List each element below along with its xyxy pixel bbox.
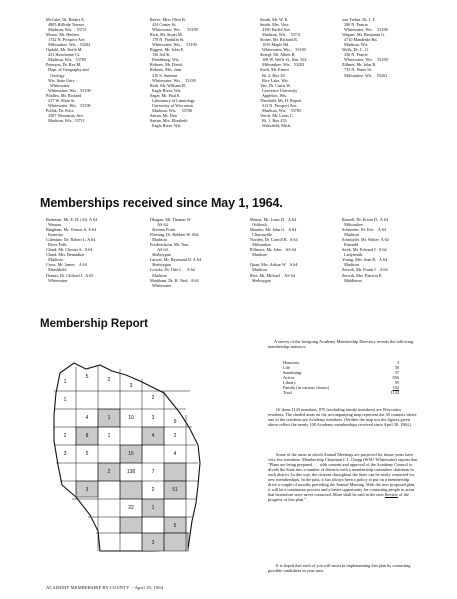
directory-line: Frederickson, Mr. Tom (150, 242, 189, 248)
directory-line: Russell, Dr. Erwin D. A 64 (342, 217, 388, 222)
stat-label: Active (283, 375, 295, 381)
county-count: 1 (63, 397, 67, 403)
directory-line: Rt. 1, Box 453 (260, 117, 287, 123)
directory-line: Peterson, Dr. Rex M. (46, 62, 82, 68)
directory-line: Sager, Mr. Paul E. (150, 92, 181, 98)
directory-line: Satran, Mr. Dan (150, 112, 177, 118)
directory-line: Eagle River, Wis. (150, 122, 182, 128)
directory-line: Satran, Mrs. Elizabeth (150, 117, 188, 123)
directory-line: Mason, Mr. Louis D. A 64 (250, 217, 297, 222)
directory-line: Madison (150, 272, 167, 278)
directory-line: Sheboygan (150, 252, 171, 258)
directory-line: Young, Mrs. Jean R. A 64 (342, 257, 388, 263)
recent-column-2 (150, 217, 201, 288)
directory-line: Ladysmith (342, 252, 363, 258)
directory-line: Reeve, Miss Olive R. (150, 17, 186, 22)
directory-line: Madison (342, 232, 359, 238)
county-count: 22 (128, 505, 134, 511)
stat-value: 1143 (390, 390, 399, 396)
directory-line: Dhagon, Mr. Thomas W. (150, 217, 192, 222)
directory-line: Swift, Mr. Ernest (260, 67, 289, 73)
directory-line: Zillmer, Mr. John R. (342, 62, 377, 68)
county-count: 1 (107, 415, 111, 421)
county-count: 15 (128, 451, 134, 457)
map-svg (40, 345, 228, 577)
county-count: 4 (173, 451, 177, 457)
review-link-text: Review (384, 492, 398, 498)
directory-line: AS 64 (150, 222, 168, 228)
wisconsin-county-map (40, 345, 228, 577)
directory-line: 424 Center St. (150, 22, 177, 28)
directory-line: Madison (342, 262, 359, 268)
directory-line: 1019 Maple Rd. (260, 42, 290, 48)
top-column-4 (342, 17, 388, 78)
county-count: 3 (85, 487, 89, 493)
directory-line: Madison (250, 252, 267, 258)
county-count: 3 (129, 383, 133, 389)
directory-line: River Falls (46, 242, 67, 248)
directory-line: Milwaukee, Wis. 53202 (342, 72, 388, 78)
directory-line: Eagle River, Wis. (150, 87, 182, 93)
stat-value: 37 (394, 370, 399, 376)
directory-line: Laboratory of Limnology (150, 97, 195, 103)
county-count: 1 (151, 505, 155, 511)
directory-line: Zerwik, Mr. Frank J. A 64 (342, 267, 388, 273)
directory-line: Middleton (342, 277, 362, 283)
directory-line: 735 N. Water St. (342, 67, 372, 73)
county-count: 5 (85, 374, 89, 380)
directory-line: Roberts, Mrs. Jane (150, 67, 182, 73)
membership-report-heading: Membership Report (40, 318, 148, 330)
directory-line: Chard, Mr. Chester S. A 64 (46, 247, 93, 253)
top-column-2 (150, 17, 198, 128)
directory-line: Whitewater, Wis. 53190 (46, 87, 91, 93)
county-count: 138 (126, 469, 136, 475)
county-count: 10 (128, 415, 134, 421)
top-column-3 (260, 17, 306, 128)
top-column-1 (46, 17, 91, 123)
recent-memberships-heading: Memberships received since May 1, 1964. (40, 196, 283, 210)
directory-line: 336 N. Prairie (342, 52, 368, 58)
county-count: 2 (151, 395, 155, 401)
directory-line: Quan, Mrs. Arthur W. A 64 (250, 262, 298, 268)
county-count: 4 (151, 433, 155, 439)
directory-line: Theobald, Mr. H. Rupert (260, 97, 302, 103)
report-paragraph-3: It is hoped that each of you will assist in implementing this plan by contacting possible candidates in your area. (268, 563, 411, 574)
stat-value: 102 (392, 385, 399, 391)
county-count: 2 (151, 487, 155, 493)
directory-line: 4710 Mandrake Rd. (342, 37, 378, 43)
directory-line: 431 Hawthorne Ct. (46, 52, 81, 58)
directory-line: Wakefield, Mich. (260, 122, 292, 128)
directory-line: Madison (150, 237, 167, 243)
county-count: 2 (63, 433, 67, 439)
recent-column-3 (250, 217, 298, 283)
directory-line: Sirek, Mr. Edward J. A 64 (342, 247, 387, 253)
stat-value: 856 (392, 375, 399, 381)
directory-line: Appleton, Wis. (260, 92, 288, 98)
directory-line: Riggert, Mr. John E. (150, 47, 185, 53)
county-count: 8 (85, 433, 89, 439)
directory-line: McCabe, Dr. Robert A. (46, 17, 85, 22)
directory-line: Pfadlex, Mr. Richard (46, 92, 82, 98)
directory-line: Schneider, Dr. Eric A 64 (342, 227, 386, 233)
county-count: 4 (85, 415, 89, 421)
directory-line: Calentine, Dr. Robert L. A 64 (46, 237, 96, 243)
directory-line: Loucks, Dr. Orie L. A 64 (150, 267, 195, 273)
directory-line: Milwaukee, Wis. 53202 (46, 42, 91, 48)
directory-line: Whitewater (46, 277, 68, 283)
stat-label: Life (283, 365, 291, 371)
directory-line: Mauritz, Mr. John G. A 64 (250, 227, 297, 233)
directory-line: Stoner, Mr. Richard R. (260, 37, 298, 43)
directory-line: Dennis, Dr. Clifford J. A 65 (46, 272, 94, 278)
directory-line: Zerwik, Mrs. Patricia E. (342, 272, 383, 278)
directory-line: 178 N. Franklin St. (150, 37, 185, 43)
directory-line: Sheboygan (250, 277, 271, 283)
directory-line: Whitewater, Wis. 53190 (150, 77, 196, 83)
directory-line: Milwaukee (342, 222, 363, 228)
directory-line: Schnitzler, Mr. Walter A 64 (342, 237, 389, 243)
directory-line: 136 3rd St. (150, 52, 171, 58)
report-intro: A survey of the foregoing Academy Membership Directory reveals the following membership statistics: (268, 339, 414, 350)
county-count: 3 (151, 540, 155, 546)
stat-label: Library (283, 380, 296, 386)
stat-row (283, 390, 408, 395)
directory-line: Whitewater, Wis., 53190 (260, 47, 306, 53)
directory-line: Tarr, Dr. Curtis W. (260, 82, 291, 88)
directory-line: Reedsburg, Wis. (150, 57, 180, 63)
directory-line: Whitewater, Wis., 53190 (150, 42, 197, 48)
map-caption: ACADEMY MEMBERSHIP BY COUNTY - April 30, 1964 (46, 585, 164, 590)
directory-line: Wells, Dr. C. O. (342, 47, 369, 53)
directory-line: 4190 Euclid Ave. (260, 27, 291, 33)
stat-label: Honorary (283, 360, 300, 365)
directory-line: Wis. State Univ. - (46, 77, 78, 83)
recent-column-1 (46, 217, 97, 283)
county-count: 3 (151, 415, 155, 421)
directory-line: Madison, Wis. 53705 (46, 57, 87, 63)
county-count: 2 (107, 469, 111, 475)
directory-line: Whitewater (150, 282, 172, 288)
directory-line: Kenosha (46, 232, 63, 238)
directory-line: Pollak, Dr. Felix (46, 107, 74, 113)
directory-line: Madison, Wis. 53711 (260, 32, 301, 38)
directory-line: Madison, Wis. 53706 (150, 107, 193, 113)
county-count: 2 (173, 433, 177, 439)
membership-stats-table (283, 360, 408, 395)
directory-line: Opdahl, Mr. Keith M. (46, 47, 83, 53)
directory-line: 4805 Hillside Terrace (46, 22, 85, 28)
paragraph-2-end: of the progress of this plan." (268, 492, 409, 503)
directory-line: Roth, Mr. William H. (150, 82, 186, 88)
directory-line: Norden, Dr. Carroll R. A 64 (250, 237, 298, 243)
directory-line: Fleming, Dr. Robben W. S64 (150, 232, 199, 238)
directory-line: Clintonville (250, 232, 273, 238)
directory-line: Moore, Mr. Herbert (46, 32, 80, 38)
directory-line: Smith, Mrs. Vera (260, 22, 289, 28)
directory-line: Sheboygan (150, 262, 171, 268)
county-count: 5 (173, 523, 177, 529)
directory-line: Stevens Point (150, 227, 176, 233)
stat-value: 50 (394, 365, 399, 371)
directory-line: Cross, Mr. James A 64 (46, 262, 87, 268)
directory-line: 312 N. Prospect Ave. (260, 102, 298, 108)
stat-label: Total (283, 390, 292, 396)
directory-line: Madison, Wis., 53711 (46, 117, 85, 123)
report-paragraph-2 (268, 452, 418, 502)
directory-line: Veech, Mr. Louis C. (260, 112, 294, 118)
directory-line: Madison (46, 257, 63, 263)
directory-line: 3507 Winnemac Ave. (46, 112, 84, 118)
directory-line: Madison, Wis. 53705 (260, 107, 302, 113)
recent-column-4 (342, 217, 389, 283)
directory-line: Wagner, Mr. Benjamin G. (342, 32, 386, 38)
stat-value: 95 (394, 380, 399, 386)
directory-line: Whitewater, Wis. 53190 (342, 27, 388, 33)
county-count: 7 (151, 469, 155, 475)
directory-line: Chard, Mrs. Bernadine (46, 252, 85, 258)
directory-line: 1742 N. Prospect Ave. (46, 37, 86, 43)
directory-line: Oshkosh (250, 222, 267, 228)
directory-line: Geology (46, 72, 65, 78)
county-count: 51 (172, 487, 178, 493)
directory-line: Bt. 2, Box 20 (260, 72, 285, 78)
directory-line: 417 W. Main St. (46, 97, 76, 103)
directory-line: Dept. of Geography and (46, 67, 89, 73)
county-count: 2 (107, 377, 111, 383)
directory-line: Lawrence University (260, 87, 298, 93)
directory-line: Whitewater, Wis. 53190 (342, 57, 388, 63)
county-count: 5 (85, 451, 89, 457)
directory-line: Milwaukee (250, 242, 271, 248)
directory-line: AS 64 (150, 247, 168, 253)
directory-line: Whitewater, Wis. 53190 (150, 27, 198, 33)
directory-line: Milwaukee, Wis. 53203 (260, 62, 305, 68)
directory-line: von Trebra, Dr. J. T. (342, 17, 376, 22)
directory-line: Wausau (46, 222, 62, 228)
directory-line: Pillmore, Mr. John AS 64 (250, 247, 296, 253)
county-count: 3 (63, 451, 67, 457)
directory-line: 216 S. Summit (150, 72, 178, 78)
directory-line: Markham, Dr. H. Neal A 64 (150, 277, 199, 283)
directory-line: Larson, Mr. Raymond D. A 64 (150, 257, 201, 263)
directory-line: Bingham, Mr. Vernon A. A 64 (46, 227, 97, 233)
report-paragraph-1: Of these 1143 members, 870 (excluding family members) are Wisconsin residents. The shaded areas on the accompanying map represent the 30 counties where one of the residents are Academy members. (Neither the map nor the figures given above reflect the nearly 100 Academy memberships received since April 30, 1964.) (268, 407, 417, 428)
stat-label: Sustaining (283, 370, 302, 376)
directory-line: 108 W. Wells St., Rm. 352 (260, 57, 307, 63)
directory-line: 280 N. Prairie (342, 22, 368, 28)
directory-line: Emerald (342, 242, 359, 248)
stat-label: Family (in various classes) (283, 385, 330, 391)
directory-line: Madison, Wis. (342, 42, 369, 48)
directory-line: Rich, Mr. Stuart M. (150, 32, 183, 38)
directory-line: Roberts, Mr. David (150, 62, 183, 68)
stat-value: 3 (396, 360, 399, 365)
directory-line: Madison, Wis. 53711 (46, 27, 87, 33)
directory-line: Ries, Mr. Michael AS 64 (250, 272, 295, 278)
directory-line: University of Wisconsin (150, 102, 193, 108)
county-count: 1 (107, 433, 111, 439)
directory-line: Whitewater (46, 82, 70, 88)
county-count: 1 (63, 379, 67, 385)
directory-line: Marshfield (46, 267, 67, 273)
county-count: 6 (173, 419, 177, 425)
directory-line: Rice Lake, Wis. (260, 77, 289, 83)
paragraph-2-text: Some of the areas in which Annual Meetings are projected for future years have very few members. Membership Chairman J. J. Chopp (WSU-Whitewater) reports that "Plans are being prepared . . . with consent and approval of the Academy Council to divide the State into a number of districts with a membership committee chairman in each district. In this way, the citizens throughout the State can be easily contacted for new memberships. In the past, it has always been a policy to put on a membership drive a couple of months preceding the Annual Meeting. With the new proposed plan, it will be a continuous process and a better opportunity for contacting people in areas that heretofore were never contacted. More shall be said in the next (268, 452, 418, 498)
directory-line: Striegl, Mr. Albert R. (260, 52, 296, 58)
directory-line: Smith, Mr. W. K (260, 17, 288, 22)
directory-line: Whitewater, Wis. 53190 (46, 102, 91, 108)
directory-line: Madison (250, 267, 267, 273)
directory-line: Berkman, Mr. E. H. (Al) A 64 (46, 217, 98, 222)
